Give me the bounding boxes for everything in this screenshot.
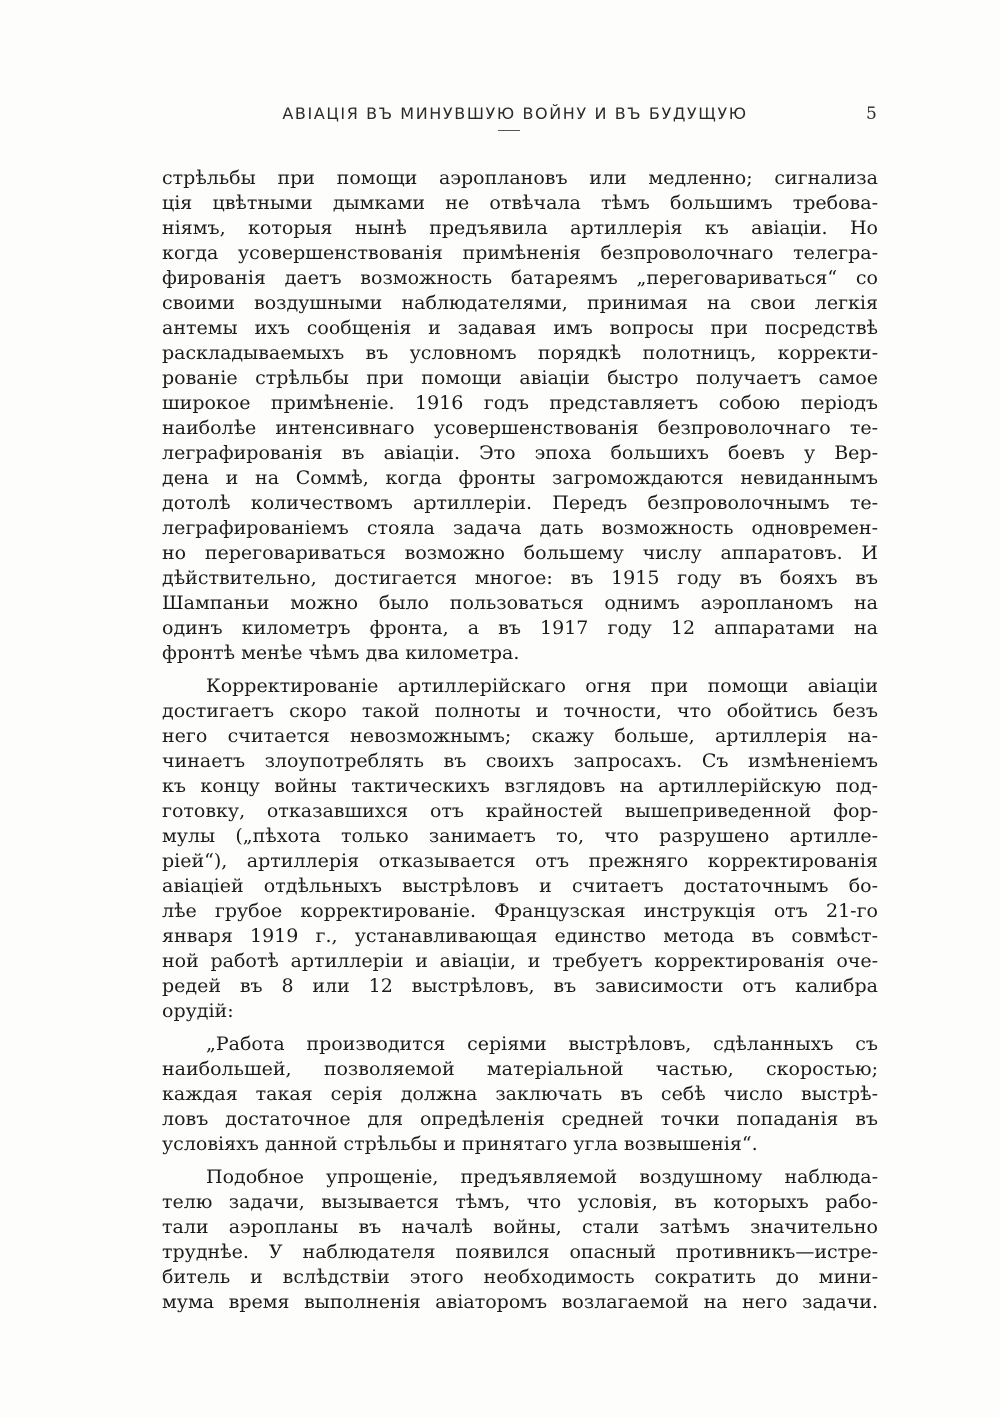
- text-line: Шампаньи можно было пользоваться однимъ аэропланомъ на: [162, 592, 878, 614]
- text-line: ловъ достаточное для опредѣленія средней точки попаданія въ: [162, 1108, 878, 1130]
- text-line: ція цвѣтными дымками не отвѣчала тѣмъ большимъ требова-: [162, 192, 878, 214]
- paragraph-4: [162, 1165, 878, 1315]
- paragraph-1: [162, 166, 878, 666]
- text-line: дѣйствительно, достигается многое: въ 1915 году въ бояхъ въ: [162, 567, 878, 589]
- text-line: авіаціей отдѣльныхъ выстрѣловъ и считаетъ достаточнымъ бо-: [162, 875, 878, 897]
- text-line: достигаетъ скоро такой полноты и точности, что обойтись безъ: [162, 700, 878, 722]
- text-line: когда усовершенствованія примѣненія безпроволочнаго телегра-: [162, 242, 878, 264]
- text-line: ріей“), артиллерія отказывается отъ прежняго корректированія: [162, 850, 878, 872]
- text-line: чинаетъ злоупотреблять въ своихъ запросахъ. Съ измѣненіемъ: [162, 750, 878, 772]
- text-line: условіяхъ данной стрѣльбы и принятаго угла возвышенія“.: [162, 1133, 758, 1155]
- running-title: АВІАЦІЯ ВЪ МИНУВШУЮ ВОЙНУ И ВЪ БУДУЩУЮ: [282, 104, 748, 123]
- text-line: мума время выполненія авіаторомъ возлагаемой на него задачи.: [162, 1291, 878, 1313]
- text-line: телю задачи, вызывается тѣмъ, что условія, въ которыхъ рабо-: [162, 1191, 878, 1213]
- header-rule: [498, 130, 520, 131]
- page-number: 5: [866, 104, 877, 124]
- text-line: ной работѣ артиллеріи и авіаціи, и требуетъ корректированія оче-: [162, 950, 878, 972]
- text-line: широкое примѣненіе. 1916 годъ представляетъ собою періодъ: [162, 392, 878, 414]
- text-line: труднѣе. У наблюдателя появился опасный противникъ—истре-: [162, 1241, 878, 1263]
- text-line: наиболѣе интенсивнаго усовершенствованія безпроволочнаго те-: [162, 417, 878, 439]
- text-line: одинъ километръ фронта, а въ 1917 году 12 аппаратами на: [162, 617, 878, 639]
- quotation-paragraph: [162, 1032, 878, 1157]
- text-line: стрѣльбы при помощи аэроплановъ или медленно; сигнализа: [162, 167, 878, 189]
- text-line: мулы („пѣхота только занимаетъ то, что разрушено артилле-: [162, 825, 878, 847]
- text-line: но переговариваться возможно большему числу аппаратовъ. И: [162, 542, 878, 564]
- text-line: антемы ихъ сообщенія и задавая имъ вопросы при посредствѣ: [162, 317, 878, 339]
- body-text: [162, 166, 878, 1315]
- text-line: тали аэропланы въ началѣ войны, стали затѣмъ значительно: [162, 1216, 878, 1238]
- text-line: леграфированія въ авіаціи. Это эпоха большихъ боевъ у Вер-: [162, 442, 878, 464]
- text-line: орудій:: [162, 1000, 234, 1022]
- text-line: „Работа производится серіями выстрѣловъ, сдѣланныхъ съ: [206, 1033, 878, 1055]
- text-line: него считается невозможнымъ; скажу больше, артиллерія на-: [162, 725, 878, 747]
- text-line: лѣе грубое корректированіе. Французская инструкція отъ 21-го: [162, 900, 878, 922]
- text-line: битель и вслѣдствіи этого необходимость сократить до мини-: [162, 1266, 878, 1288]
- text-line: ніямъ, которыя нынѣ предъявила артиллерія къ авіаціи. Но: [162, 217, 878, 239]
- text-line: своими воздушными наблюдателями, принимая на свои легкія: [162, 292, 878, 314]
- text-line: дена и на Соммѣ, когда фронты загромождаются невиданнымъ: [162, 467, 878, 489]
- text-line: раскладываемыхъ въ условномъ порядкѣ полотницъ, корректи-: [162, 342, 878, 364]
- text-line: января 1919 г., устанавливающая единство метода въ совмѣст-: [162, 925, 878, 947]
- text-line: редей въ 8 или 12 выстрѣловъ, въ зависимости отъ калибра: [162, 975, 878, 997]
- text-line: къ концу войны тактическихъ взглядовъ на артиллерійскую под-: [162, 775, 878, 797]
- paragraph-2: [162, 674, 878, 1024]
- text-line: фированія даетъ возможность батареямъ „переговариваться“ со: [162, 267, 878, 289]
- text-line: дотолѣ количествомъ артиллеріи. Передъ безпроволочнымъ те-: [162, 492, 878, 514]
- text-line: готовку, отказавшихся отъ крайностей вышеприведенной фор-: [162, 800, 878, 822]
- text-line: фронтѣ менѣе чѣмъ два километра.: [162, 642, 520, 664]
- text-line: наибольшей, позволяемой матеріальной частью, скоростью;: [162, 1058, 878, 1080]
- text-line: каждая такая серія должна заключать въ себѣ число выстрѣ-: [162, 1083, 878, 1105]
- text-line: Подобное упрощеніе, предъявляемой воздушному наблюда-: [206, 1166, 878, 1188]
- text-line: рованіе стрѣльбы при помощи авіаціи быстро получаетъ самое: [162, 367, 878, 389]
- text-line: леграфированіемъ стояла задача дать возможность одновремен-: [162, 517, 878, 539]
- text-line: Корректированіе артиллерійскаго огня при помощи авіаціи: [206, 675, 878, 697]
